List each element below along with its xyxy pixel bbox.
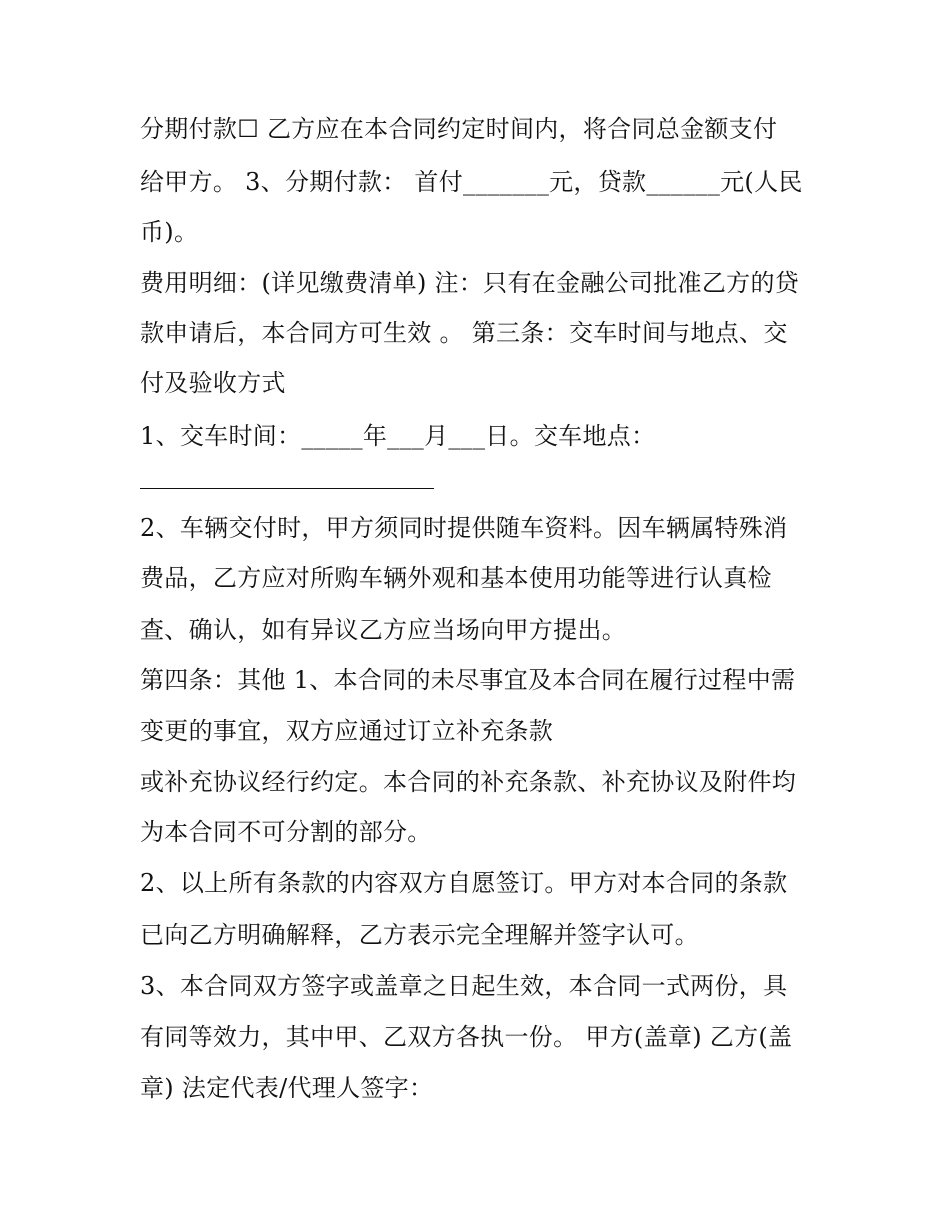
text-line-article-four: 第四条：其他 1、本合同的未尽事宜及本合同在履行过程中需 [140,666,796,694]
text-line-inseparable: 为本合同不可分割的部分。 [140,818,432,846]
text-line-delivery-docs: 2、车辆交付时，甲方须同时提供随车资料。因车辆属特殊消 [140,514,788,542]
text-line-copies: 有同等效力，其中甲、乙双方各执一份。 甲方(盖章) 乙方(盖 [140,1023,793,1051]
text-line-down-payment: 给甲方。 3、分期付款： 首付_______元，贷款______元(人民 [140,168,803,196]
text-line-installment-payment: 分期付款☐ 乙方应在本合同约定时间内，将合同总金额支付 [140,115,778,143]
text-line-article-three: 款申请后，本合同方可生效 。 第三条：交车时间与地点、交 [140,319,788,347]
delivery-location-blank-line [140,488,434,489]
text-line-currency: 币)。 [140,218,199,246]
text-line-supplementary-terms: 变更的事宜，双方应通过订立补充条款 [140,717,554,745]
text-line-effective: 3、本合同双方签字或盖章之日起生效，本合同一式两份，具 [140,972,788,1000]
text-line-acceptance-method: 付及验收方式 [140,369,286,397]
text-line-supplementary-agreement: 或补充协议经行约定。本合同的补充条款、补充协议及附件均 [140,768,797,796]
text-line-fee-details: 费用明细：(详见缴费清单) 注：只有在金融公司批准乙方的贷 [140,269,800,297]
text-line-explanation: 已向乙方明确解释，乙方表示完全理解并签字认可。 [140,921,699,949]
text-line-signature: 章) 法定代表/代理人签字： [140,1074,434,1102]
text-line-voluntary-signing: 2、以上所有条款的内容双方自愿签订。甲方对本合同的条款 [140,869,788,897]
text-line-objection: 查、确认，如有异议乙方应当场向甲方提出。 [140,616,626,644]
text-line-inspection: 费品，乙方应对所购车辆外观和基本使用功能等进行认真检 [140,564,772,592]
text-line-delivery-time: 1、交车时间：_____年___月___日。交车地点： [140,422,656,450]
